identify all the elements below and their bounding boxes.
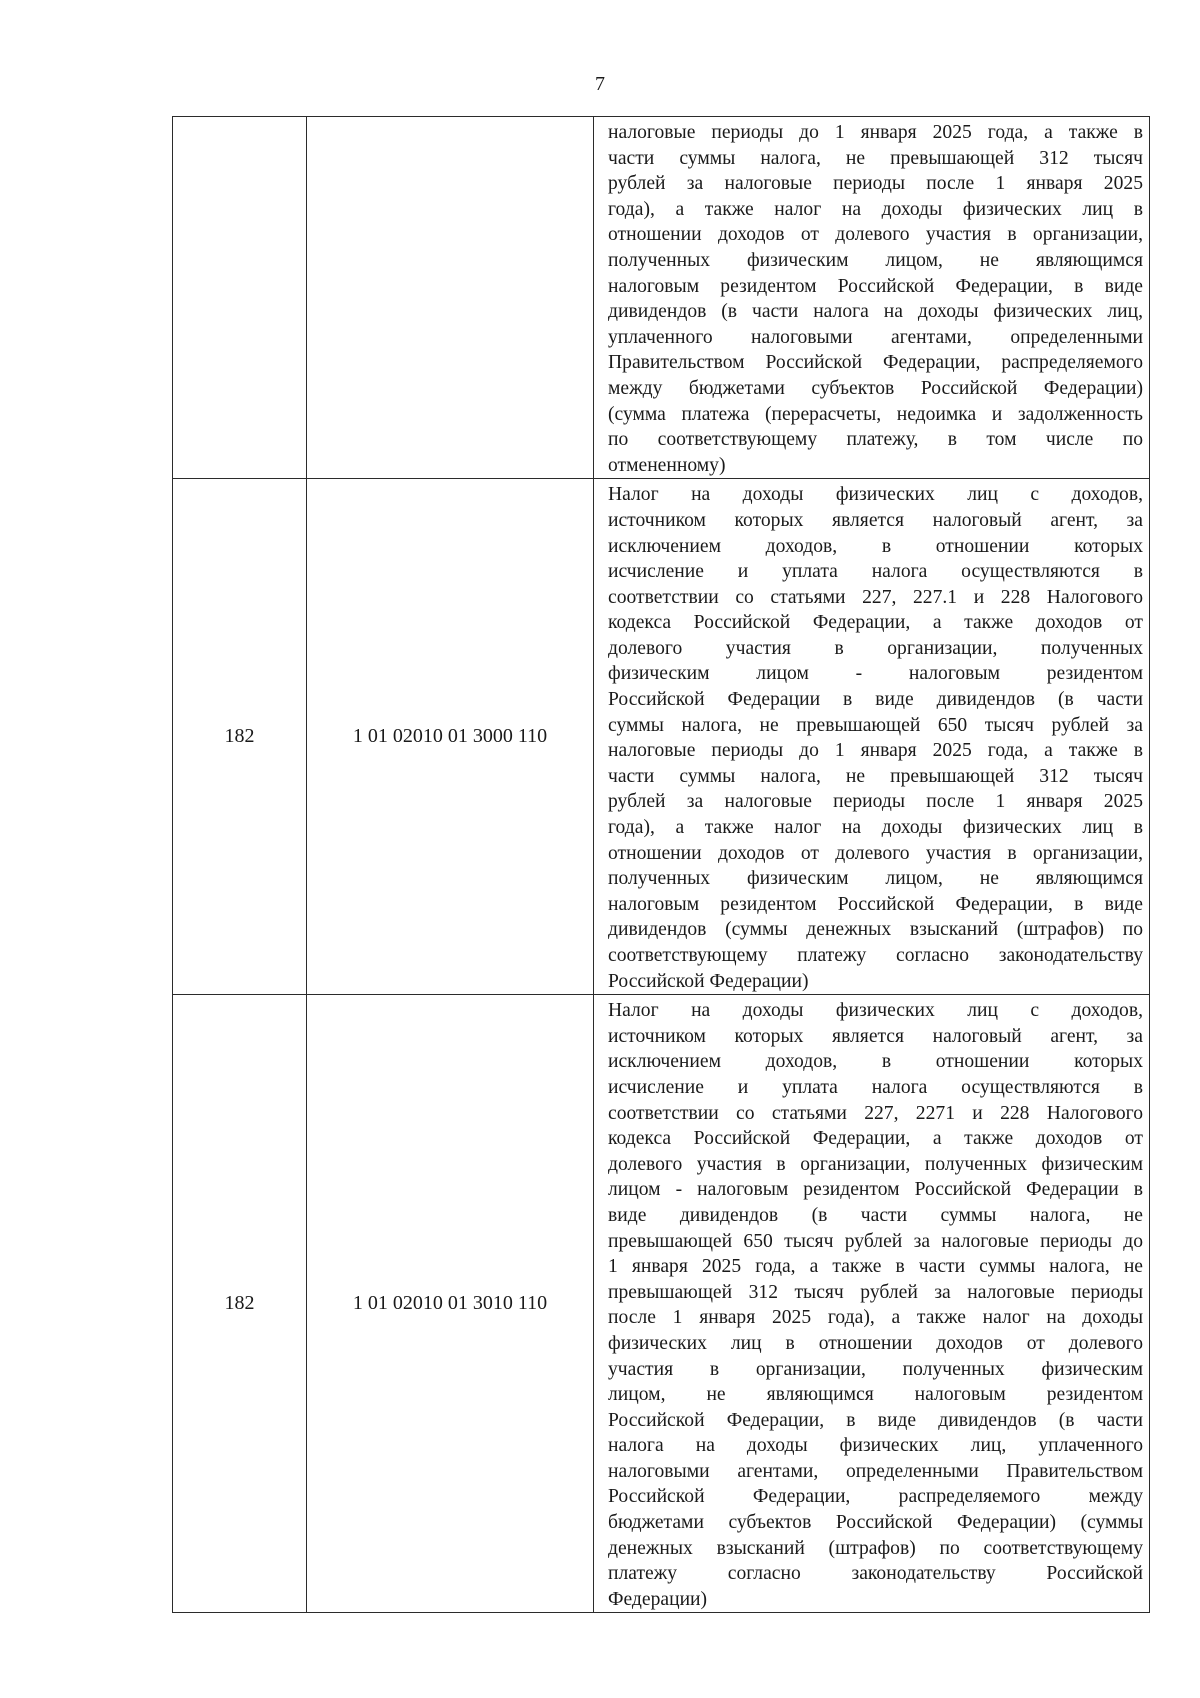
kbk-code-cell: 1 01 02010 01 3010 110 xyxy=(307,995,594,1613)
description-line xyxy=(608,1510,1143,1536)
description-line xyxy=(608,1229,1143,1255)
description-line-text: отношении доходов от долевого участия в организации, xyxy=(608,224,1143,246)
description-line-text: (сумма платежа (перерасчеты, недоимка и задолженность xyxy=(608,403,1143,425)
description-line-text: источником которых является налоговый агент, за xyxy=(608,509,1143,531)
description-line xyxy=(608,1126,1143,1152)
description-line xyxy=(608,120,1143,146)
description-line-text: рублей за налоговые периоды после 1 января 2025 xyxy=(608,791,1143,813)
description-line-text: физическим лицом - налоговым резидентом xyxy=(608,663,1143,685)
description-line xyxy=(608,1536,1143,1562)
table-row xyxy=(173,995,1150,1613)
description-line-text: участия в организации, полученных физическим xyxy=(608,1358,1143,1380)
description-line-text: исключением доходов, в отношении которых xyxy=(608,535,1143,557)
description-line xyxy=(608,482,1143,508)
description-line xyxy=(608,610,1143,636)
description-line xyxy=(608,1101,1143,1127)
description-line-text: превышающей 650 тысяч рублей за налоговые периоды до xyxy=(608,1230,1143,1252)
admin-code-cell xyxy=(173,117,307,479)
description-line-text: денежных взысканий (штрафов) по соответствующему xyxy=(608,1537,1143,1559)
description-line xyxy=(608,146,1143,172)
description-line-text: соответствующему платежу согласно законодательству xyxy=(608,945,1143,966)
table-row xyxy=(173,479,1150,995)
description-line-text: налоговые периоды до 1 января 2025 года, а также в xyxy=(608,122,1143,143)
description-line-text: налоговым резидентом Российской Федерации, в виде xyxy=(608,893,1143,915)
description-line-text: платежу согласно законодательству Российской xyxy=(608,1563,1143,1585)
description-line-text: 1 января 2025 года, а также в части суммы налога, не xyxy=(608,1256,1143,1278)
description-line-text: налога на доходы физических лиц, уплаченного xyxy=(608,1435,1143,1457)
description-line-text: Федерации) xyxy=(608,1588,708,1610)
description-line xyxy=(608,892,1143,918)
description-line xyxy=(608,534,1143,560)
description-line-text: Российской Федерации, в виде дивидендов (в части xyxy=(608,1409,1143,1431)
table-row xyxy=(173,117,1150,479)
description-line xyxy=(608,1331,1143,1357)
description-line xyxy=(608,969,1143,995)
description-line xyxy=(608,917,1143,943)
description-line xyxy=(608,1254,1143,1280)
kbk-code-cell: 1 01 02010 01 3000 110 xyxy=(307,479,594,995)
description-line-text: источником которых является налоговый агент, за xyxy=(608,1025,1143,1047)
description-line-text: года), а также налог на доходы физических лиц в xyxy=(608,817,1143,839)
description-line xyxy=(608,325,1143,351)
description-line-text: физических лиц в отношении доходов от долевого xyxy=(608,1332,1143,1354)
description-line-text: исключением доходов, в отношении которых xyxy=(608,1051,1143,1073)
description-line xyxy=(608,299,1143,325)
description-line xyxy=(608,585,1143,611)
description-line-text: суммы налога, не превышающей 650 тысяч рублей за xyxy=(608,714,1143,736)
description-line xyxy=(608,943,1143,969)
description-cell xyxy=(594,479,1150,995)
description-line-text: Российской Федерации в виде дивидендов (в части xyxy=(608,689,1143,711)
description-line xyxy=(608,1433,1143,1459)
description-line xyxy=(608,248,1143,274)
description-line xyxy=(608,866,1143,892)
description-line-text: налоговым резидентом Российской Федерации, в виде xyxy=(608,275,1143,297)
description-line-text: виде дивидендов (в части суммы налога, не xyxy=(608,1204,1143,1226)
kbk-code-cell xyxy=(307,117,594,479)
description-line-text: долевого участия в организации, полученных физическим xyxy=(608,1153,1143,1175)
description-line-text: Российской Федерации) xyxy=(608,970,809,992)
description-line xyxy=(608,1357,1143,1383)
description-line xyxy=(608,376,1143,402)
description-line xyxy=(608,402,1143,428)
description-line xyxy=(608,661,1143,687)
description-line-text: дивидендов (суммы денежных взысканий (штрафов) по xyxy=(608,919,1143,941)
description-line xyxy=(608,764,1143,790)
description-line-text: полученных физическим лицом, не являющимся xyxy=(608,249,1143,271)
description-line-text: соответствии со статьями 227, 2271 и 228 Налогового xyxy=(608,1102,1143,1124)
description-line-text: по соответствующему платежу, в том числе по xyxy=(608,429,1143,451)
description-line-text: Правительством Российской Федерации, распределяемого xyxy=(608,352,1143,374)
description-line xyxy=(608,1305,1143,1331)
description-line xyxy=(608,636,1143,662)
description-line xyxy=(608,738,1143,764)
description-line xyxy=(608,427,1143,453)
description-line xyxy=(608,1280,1143,1306)
description-line-text: уплаченного налоговыми агентами, определенными xyxy=(608,326,1143,348)
description-line-text: рублей за налоговые периоды после 1 января 2025 xyxy=(608,173,1143,195)
description-line xyxy=(608,274,1143,300)
description-line-text: части суммы налога, не превышающей 312 тысяч xyxy=(608,147,1143,169)
description-line xyxy=(608,841,1143,867)
description-line-text: долевого участия в организации, полученных xyxy=(608,637,1143,659)
description-line xyxy=(608,559,1143,585)
description-line xyxy=(608,222,1143,248)
description-line xyxy=(608,815,1143,841)
description-line-text: дивидендов (в части налога на доходы физических лиц, xyxy=(608,301,1143,323)
description-line-text: кодекса Российской Федерации, а также доходов от xyxy=(608,1128,1143,1150)
description-line-text: после 1 января 2025 года), а также налог на доходы xyxy=(608,1307,1143,1329)
description-line-text: Налог на доходы физических лиц с доходов, xyxy=(608,484,1143,506)
description-line xyxy=(608,1484,1143,1510)
description-line xyxy=(608,350,1143,376)
page-number: 7 xyxy=(595,73,605,95)
description-cell xyxy=(594,995,1150,1613)
description-line-text: отношении доходов от долевого участия в организации, xyxy=(608,842,1143,864)
description-line-text: превышающей 312 тысяч рублей за налоговые периоды xyxy=(608,1281,1143,1303)
description-line-text: отмененному) xyxy=(608,454,726,476)
description-line-text: года), а также налог на доходы физических лиц в xyxy=(608,198,1143,220)
description-line-text: бюджетами субъектов Российской Федерации) (суммы xyxy=(608,1512,1143,1534)
description-line xyxy=(608,197,1143,223)
description-line xyxy=(608,1587,1143,1613)
description-line xyxy=(608,713,1143,739)
description-line xyxy=(608,1075,1143,1101)
description-line xyxy=(608,998,1143,1024)
description-line-text: налоговыми агентами, определенными Правительством xyxy=(608,1460,1143,1482)
budget-classification-table xyxy=(172,116,1150,1613)
description-line xyxy=(608,789,1143,815)
description-line-text: исчисление и уплата налога осуществляются в xyxy=(608,1076,1143,1098)
description-line-text: полученных физическим лицом, не являющимся xyxy=(608,868,1143,890)
description-line xyxy=(608,453,1143,479)
description-line xyxy=(608,508,1143,534)
description-line-text: исчисление и уплата налога осуществляются в xyxy=(608,561,1143,583)
description-line xyxy=(608,171,1143,197)
description-cell xyxy=(594,117,1150,479)
description-line xyxy=(608,687,1143,713)
admin-code-cell: 182 xyxy=(173,995,307,1613)
description-line-text: части суммы налога, не превышающей 312 тысяч xyxy=(608,765,1143,787)
description-line xyxy=(608,1152,1143,1178)
description-line xyxy=(608,1561,1143,1587)
admin-code-cell: 182 xyxy=(173,479,307,995)
description-line-text: кодекса Российской Федерации, а также доходов от xyxy=(608,612,1143,634)
description-line xyxy=(608,1459,1143,1485)
description-line xyxy=(608,1049,1143,1075)
description-line-text: соответствии со статьями 227, 227.1 и 228 Налогового xyxy=(608,586,1143,608)
description-line-text: лицом - налоговым резидентом Российской Федерации в xyxy=(608,1179,1143,1201)
description-line-text: Российской Федерации, распределяемого между xyxy=(608,1486,1143,1508)
description-line-text: Налог на доходы физических лиц с доходов, xyxy=(608,1000,1143,1022)
description-line xyxy=(608,1408,1143,1434)
description-line xyxy=(608,1203,1143,1229)
description-line xyxy=(608,1024,1143,1050)
description-line xyxy=(608,1177,1143,1203)
description-line-text: налоговые периоды до 1 января 2025 года, а также в xyxy=(608,740,1143,762)
description-line xyxy=(608,1382,1143,1408)
description-line-text: между бюджетами субъектов Российской Федерации) xyxy=(608,377,1143,399)
description-line-text: лицом, не являющимся налоговым резидентом xyxy=(608,1384,1143,1406)
